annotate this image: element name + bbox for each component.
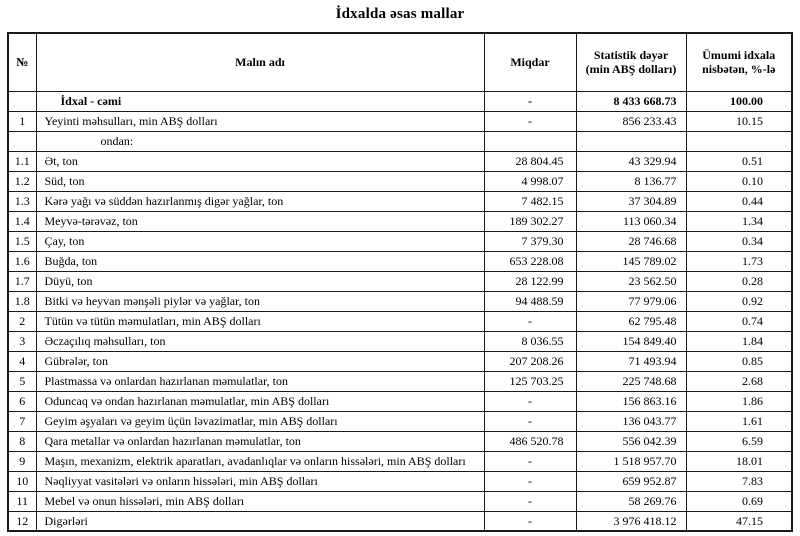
- row-goods-name: Qara metallar və onlardan hazırlanan məmulatlar, ton: [36, 431, 484, 451]
- row-goods-name: Süd, ton: [36, 171, 484, 191]
- row-quantity: -: [484, 491, 576, 511]
- header-row: [8, 33, 792, 91]
- row-number: 1.8: [8, 291, 36, 311]
- row-quantity: 28 804.45: [484, 151, 576, 171]
- row-import-share: 0.10: [686, 171, 792, 191]
- row-goods-name: İdxal - cəmi: [36, 91, 484, 111]
- row-statistic-value: 71 493.94: [576, 351, 686, 371]
- table-row: [8, 511, 792, 531]
- row-goods-name: Yeyinti məhsulları, min ABŞ dolları: [36, 111, 484, 131]
- page-title: İdxalda əsas mallar: [335, 6, 465, 22]
- row-statistic-value: 58 269.76: [576, 491, 686, 511]
- row-number: 4: [8, 351, 36, 371]
- row-quantity: 7 379.30: [484, 231, 576, 251]
- table-row: [8, 111, 792, 131]
- row-import-share: 100.00: [686, 91, 792, 111]
- row-number: 1.3: [8, 191, 36, 211]
- row-statistic-value: 145 789.02: [576, 251, 686, 271]
- row-quantity: -: [484, 391, 576, 411]
- row-quantity: -: [484, 511, 576, 531]
- table-row: [8, 191, 792, 211]
- row-statistic-value: 225 748.68: [576, 371, 686, 391]
- table-row: [8, 91, 792, 111]
- row-quantity: [484, 131, 576, 151]
- table-body: [8, 91, 792, 531]
- row-statistic-value: 28 746.68: [576, 231, 686, 251]
- row-goods-name: Geyim əşyaları və geyim üçün ləvazimatlar, min ABŞ dolları: [36, 411, 484, 431]
- row-statistic-value: 154 849.40: [576, 331, 686, 351]
- row-number: 1.2: [8, 171, 36, 191]
- row-statistic-value: 659 952.87: [576, 471, 686, 491]
- table-row: [8, 351, 792, 371]
- imports-table: [7, 32, 793, 532]
- row-import-share: 2.68: [686, 371, 792, 391]
- row-goods-name: Mebel və onun hissələri, min ABŞ dolları: [36, 491, 484, 511]
- table-row: [8, 211, 792, 231]
- row-import-share: 0.44: [686, 191, 792, 211]
- row-goods-name: Kərə yağı və süddən hazırlanmış digər yağlar, ton: [36, 191, 484, 211]
- row-statistic-value: 37 304.89: [576, 191, 686, 211]
- row-goods-name: Düyü, ton: [36, 271, 484, 291]
- row-goods-name: Bitki və heyvan mənşəli piylər və yağlar, ton: [36, 291, 484, 311]
- row-statistic-value: 1 518 957.70: [576, 451, 686, 471]
- table-row: [8, 151, 792, 171]
- row-import-share: 1.73: [686, 251, 792, 271]
- row-import-share: 0.92: [686, 291, 792, 311]
- row-quantity: -: [484, 451, 576, 471]
- row-import-share: 0.28: [686, 271, 792, 291]
- row-number: 1.6: [8, 251, 36, 271]
- row-statistic-value: 113 060.34: [576, 211, 686, 231]
- row-statistic-value: 23 562.50: [576, 271, 686, 291]
- row-statistic-value: [576, 131, 686, 151]
- row-import-share: 1.84: [686, 331, 792, 351]
- row-quantity: 28 122.99: [484, 271, 576, 291]
- row-number: 5: [8, 371, 36, 391]
- row-quantity: 653 228.08: [484, 251, 576, 271]
- row-number: 10: [8, 471, 36, 491]
- row-quantity: 4 998.07: [484, 171, 576, 191]
- row-quantity: -: [484, 471, 576, 491]
- row-number: 8: [8, 431, 36, 451]
- row-number: 12: [8, 511, 36, 531]
- row-quantity: 486 520.78: [484, 431, 576, 451]
- table-row: [8, 271, 792, 291]
- table-row: [8, 311, 792, 331]
- row-goods-name: Tütün və tütün məmulatları, min ABŞ dolları: [36, 311, 484, 331]
- header-goods-name: Malın adı: [36, 33, 484, 91]
- row-goods-name: Maşın, mexanizm, elektrik aparatları, avadanlıqlar və onların hissələri, min ABŞ dolları: [36, 451, 484, 471]
- row-number: 7: [8, 411, 36, 431]
- row-quantity: -: [484, 111, 576, 131]
- row-number: 1: [8, 111, 36, 131]
- table-row: [8, 431, 792, 451]
- row-number: [8, 91, 36, 111]
- row-import-share: 0.85: [686, 351, 792, 371]
- row-number: 2: [8, 311, 36, 331]
- row-goods-name: Plastmassa və onlardan hazırlanan məmulatlar, ton: [36, 371, 484, 391]
- row-goods-name: Nəqliyyat vasitələri və onların hissələri, min ABŞ dolları: [36, 471, 484, 491]
- row-statistic-value: 43 329.94: [576, 151, 686, 171]
- row-import-share: 6.59: [686, 431, 792, 451]
- row-statistic-value: 8 136.77: [576, 171, 686, 191]
- row-number: 1.1: [8, 151, 36, 171]
- row-quantity: 7 482.15: [484, 191, 576, 211]
- row-quantity: 207 208.26: [484, 351, 576, 371]
- row-import-share: 0.34: [686, 231, 792, 251]
- row-quantity: 8 036.55: [484, 331, 576, 351]
- row-statistic-value: 156 863.16: [576, 391, 686, 411]
- table-row: [8, 331, 792, 351]
- row-quantity: -: [484, 411, 576, 431]
- row-number: 3: [8, 331, 36, 351]
- row-goods-name: Gübrələr, ton: [36, 351, 484, 371]
- row-import-share: 0.69: [686, 491, 792, 511]
- row-import-share: 47.15: [686, 511, 792, 531]
- row-quantity: 125 703.25: [484, 371, 576, 391]
- row-number: 1.7: [8, 271, 36, 291]
- row-import-share: 1.61: [686, 411, 792, 431]
- table-row: [8, 491, 792, 511]
- row-quantity: -: [484, 311, 576, 331]
- row-number: 9: [8, 451, 36, 471]
- row-quantity: 94 488.59: [484, 291, 576, 311]
- header-import-share: Ümumi idxala nisbətən, %-lə: [686, 33, 792, 91]
- row-import-share: 0.51: [686, 151, 792, 171]
- table-row: [8, 251, 792, 271]
- table-row: [8, 411, 792, 431]
- table-row: [8, 131, 792, 151]
- row-goods-name: Əczaçılıq məhsulları, ton: [36, 331, 484, 351]
- row-statistic-value: 62 795.48: [576, 311, 686, 331]
- row-statistic-value: 856 233.43: [576, 111, 686, 131]
- row-goods-name: ondan:: [36, 131, 484, 151]
- row-import-share: 0.74: [686, 311, 792, 331]
- row-goods-name: Buğda, ton: [36, 251, 484, 271]
- row-number: 1.5: [8, 231, 36, 251]
- row-number: [8, 131, 36, 151]
- row-goods-name: Ət, ton: [36, 151, 484, 171]
- row-statistic-value: 136 043.77: [576, 411, 686, 431]
- table-row: [8, 231, 792, 251]
- table-row: [8, 471, 792, 491]
- table-row: [8, 291, 792, 311]
- row-import-share: 1.86: [686, 391, 792, 411]
- row-statistic-value: 8 433 668.73: [576, 91, 686, 111]
- table-row: [8, 371, 792, 391]
- header-quantity: Miqdar: [484, 33, 576, 91]
- row-quantity: 189 302.27: [484, 211, 576, 231]
- row-import-share: [686, 131, 792, 151]
- row-number: 1.4: [8, 211, 36, 231]
- table-row: [8, 171, 792, 191]
- row-quantity: -: [484, 91, 576, 111]
- header-statistic-value: Statistik dəyər (min ABŞ dolları): [576, 33, 686, 91]
- row-statistic-value: 556 042.39: [576, 431, 686, 451]
- row-statistic-value: 3 976 418.12: [576, 511, 686, 531]
- header-number: №: [8, 33, 36, 91]
- row-goods-name: Çay, ton: [36, 231, 484, 251]
- table-header: [8, 33, 792, 91]
- row-import-share: 18.01: [686, 451, 792, 471]
- row-import-share: 7.83: [686, 471, 792, 491]
- row-number: 6: [8, 391, 36, 411]
- row-statistic-value: 77 979.06: [576, 291, 686, 311]
- row-goods-name: Oduncaq və ondan hazırlanan məmulatlar, min ABŞ dolları: [36, 391, 484, 411]
- table-row: [8, 391, 792, 411]
- row-number: 11: [8, 491, 36, 511]
- row-goods-name: Meyvə-tərəvəz, ton: [36, 211, 484, 231]
- row-import-share: 10.15: [686, 111, 792, 131]
- row-goods-name: Digərləri: [36, 511, 484, 531]
- row-import-share: 1.34: [686, 211, 792, 231]
- table-row: [8, 451, 792, 471]
